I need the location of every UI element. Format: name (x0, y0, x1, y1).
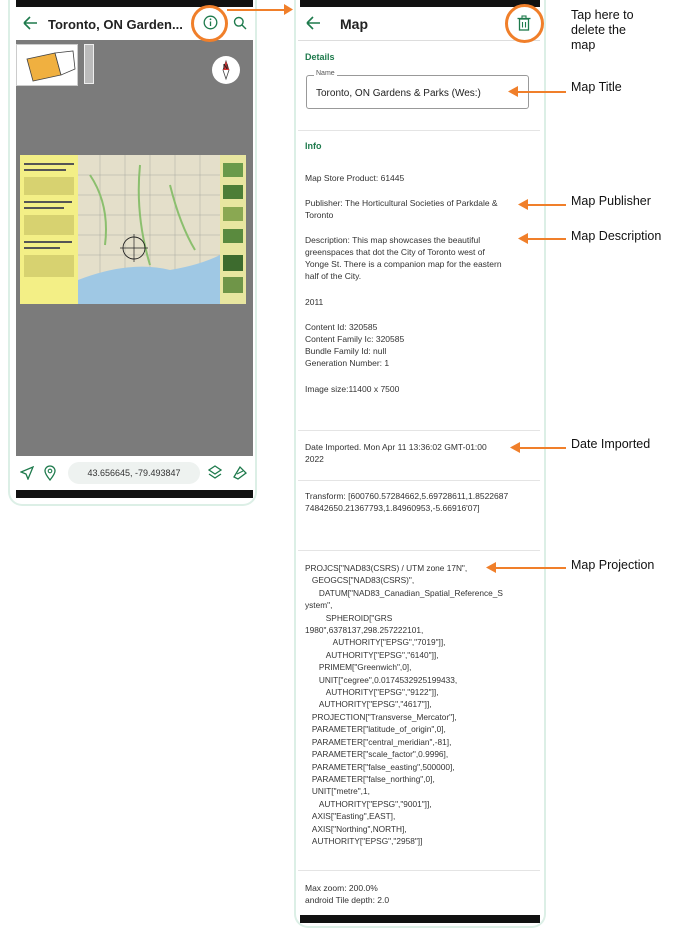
arrow-head-icon (284, 4, 293, 15)
search-icon[interactable] (233, 16, 247, 30)
route-icon[interactable] (232, 465, 248, 481)
location-pin-icon[interactable] (44, 465, 56, 481)
publisher-arrow-line (526, 204, 566, 206)
layers-icon[interactable] (208, 465, 222, 481)
details-heading: Details (305, 52, 335, 62)
ids-text: Content Id: 320585 Content Family Ic: 320585 Bundle Family Id: null Generation Number: 1 (305, 322, 405, 368)
info-highlight-circle (191, 5, 228, 42)
delete-highlight-circle (505, 4, 544, 43)
callout-delete: Tap here to delete the map (571, 8, 634, 52)
arrow-head-icon (486, 562, 496, 573)
arrow-head-icon (518, 199, 528, 210)
callout-projection: Map Projection (571, 558, 655, 572)
status-bar (300, 0, 540, 7)
divider (298, 480, 540, 481)
title-arrow-line (516, 91, 566, 93)
compass-label: N (223, 64, 229, 71)
details-app-bar (298, 7, 540, 41)
name-field-label: Name (316, 70, 335, 77)
info-arrow-line (227, 9, 289, 11)
image-size-text: Image size:11400 x 7500 (305, 384, 400, 394)
date-arrow-line (518, 447, 566, 449)
description-text: Description: This map showcases the beautiful greenspaces that dot the City of Toronto west of Yonge St. There is a companion map for the eastern half of the City. (305, 235, 502, 281)
map-outline-icon (17, 45, 77, 85)
projection-text: PROJCS["NAD83(CSRS) / UTM zone 17N", GEOGCS["NAD83(CSRS)", DATUM["NAD83_Canadian_Spatial_Reference_S ystem", SPHEROID["GRS 1980",6378137,298.257222101, AUTHORITY["EPSG","7019"]], AUTHORITY["EPSG","6140"]], PRIMEM["Greenwich",0], UNIT["cegree",0.0174532925199433, AUTHORITY["EPSG","9122"]], AUTHORITY["EPSG","4617"]], PROJECTION["Transverse_Mercator"], PARAMETER["latitude_of_origin",0], PARAMETER["central_meridian",-81], PARAMETER["scale_factor",0.9996], PARAMETER["false_easting",500000], PARAMETER["false_northing",0], UNIT["metre",1, AUTHORITY["EPSG","9001"]], AXIS["Easting",EAST], AXIS["Northing",NORTH], AUTHORITY["EPSG","2958"]] (305, 563, 503, 846)
divider (298, 550, 540, 551)
callout-publisher: Map Publisher (571, 194, 651, 208)
back-arrow-icon[interactable] (22, 16, 38, 30)
arrow-head-icon (518, 233, 528, 244)
transparency-slider[interactable] (84, 44, 94, 84)
callout-description: Map Description (571, 229, 662, 243)
page-title: Map (340, 16, 368, 32)
back-arrow-icon[interactable] (305, 16, 321, 30)
arrow-head-icon (510, 442, 520, 453)
navigation-icon[interactable] (20, 466, 34, 480)
info-heading: Info (305, 141, 322, 151)
date-imported-text: Date Imported. Mon Apr 11 13:36:02 GMT-01:00 2022 (305, 442, 487, 464)
projection-arrow-line (494, 567, 566, 569)
callout-date: Date Imported (571, 437, 651, 451)
transform-text: Transform: [600760.57284662,5.69728611,1.8522687 74842650.21367793,1.84960953,-5.66916'07] (305, 491, 509, 513)
year-text: 2011 (305, 297, 324, 307)
product-text: Map Store Product: 61445 (305, 173, 405, 183)
map-thumbnail[interactable] (16, 44, 78, 86)
nav-bar (300, 915, 540, 923)
map-title: Toronto, ON Garden... (48, 17, 183, 32)
callout-title: Map Title (571, 80, 622, 94)
map-graphic (20, 155, 246, 304)
nav-bar (16, 490, 253, 498)
divider (298, 870, 540, 871)
publisher-text: Publisher: The Horticultural Societies of Parkdale & Toronto (305, 198, 498, 220)
arrow-head-icon (508, 86, 518, 97)
max-zoom-text: Max zoom: 200.0% android Tile depth: 2.0 (305, 883, 390, 905)
divider (298, 130, 540, 131)
map-image[interactable] (20, 155, 246, 304)
divider (298, 430, 540, 431)
coordinate-readout[interactable]: 43.656645, -79.493847 (68, 462, 200, 484)
description-arrow-line (526, 238, 566, 240)
name-field-value[interactable]: Toronto, ON Gardens & Parks (Wes:) (316, 88, 481, 99)
